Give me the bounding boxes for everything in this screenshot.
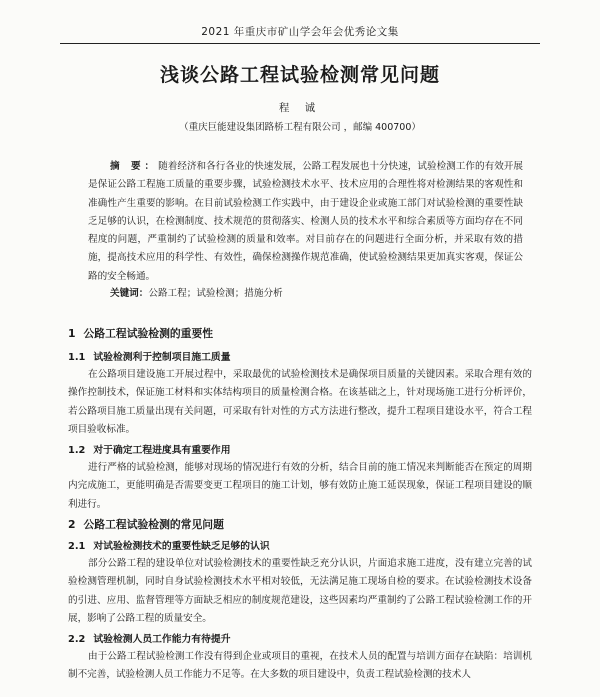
running-head: 2021 年重庆市矿山学会年会优秀论文集 bbox=[60, 24, 540, 44]
abstract-text: 随着经济和各行各业的快速发展，公路工程发展也十分快速，试验检测工作的有效开展是保证公路工程施工质量的重要步骤，试验检测技术水平、技术应用的合理性将对检测结果的客观性和准确性产生重要的影响。在目前试验检测工作实践中，由于建设企业或施工部门对试验检测的重要性缺乏足够的认识，在检测制度、技术规范的贯彻落实、检测人员的技术水平和综合素质等方面均存在不同程度的问题，严重制约了试验检测的质量和效率。对目前存在的问题进行全面分析，并采取有效的措施，提高技术应用的科学性、有效性，确保检测操作规范准确，使试验检测结果更加真实客观，保证公路的安全畅通。 bbox=[88, 161, 523, 282]
subsection-heading: 1.2 对于确定工程进度具有重要作用 bbox=[68, 445, 231, 456]
subsection-heading: 2.2 试验检测人员工作能力有待提升 bbox=[68, 634, 231, 645]
body-paragraph: 部分公路工程的建设单位对试验检测技术的重要性缺乏充分认识，片面追求施工进度，没有建立完善的试验检测管理机制，同时自身试验检测技术水平相对较低，无法满足施工现场自检的要求。在试验检测技术设备的引进、应用、监督管理等方面缺乏相应的制度规范建设，这些因素均严重制约了公路工程试验检测工作的开展，影响了公路工程的质量安全。 bbox=[68, 558, 532, 624]
keywords-label: 关键词： bbox=[110, 288, 149, 299]
keywords-text: 公路工程；试验检测；措施分析 bbox=[148, 288, 283, 299]
body-paragraph: 进行严格的试验检测，能够对现场的情况进行有效的分析，结合目前的施工情况来判断能否在预定的周期内完成施工，更能明确是否需要变更工程项目的施工计划，够有效防止施工延误现象，保证工程项目建设的顺利进行。 bbox=[68, 462, 532, 510]
subsection-heading: 2.1 对试验检测技术的重要性缺乏足够的认识 bbox=[68, 541, 270, 552]
author-name: 程 诚 bbox=[278, 102, 322, 114]
body-paragraph: 由于公路工程试验检测工作没有得到企业或项目的重视，在技术人员的配置与培训方面存在缺陷：培训机制不完善，试验检测人员工作能力不足等。在大多数的项目建设中，负责工程试验检测的技术人 bbox=[68, 651, 532, 681]
body-paragraph: 在公路项目建设施工开展过程中，采取最优的试验检测技术是确保项目质量的关键因素。采取合理有效的操作控制技术，保证施工材料和实体结构项目的质量检测合格。在该基础之上，针对现场施工进行分析评价，若公路项目施工质量出现有关问题，可采取有针对性的方式方法进行整改，提升工程项目建设水平，符合工程项目验收标准。 bbox=[68, 369, 532, 435]
subsection-heading: 1.1 试验检测利于控制项目施工质量 bbox=[68, 352, 231, 363]
keywords bbox=[110, 285, 530, 299]
abstract bbox=[88, 158, 523, 286]
author-affiliation: （重庆巨能建设集团路桥工程有限公司 ，邮编 400700） bbox=[179, 122, 421, 133]
section-heading: 1 公路工程试验检测的重要性 bbox=[68, 327, 214, 340]
abstract-label: 摘 要： bbox=[110, 161, 159, 172]
section-heading: 2 公路工程试验检测的常见问题 bbox=[68, 518, 224, 531]
paper-title: 浅谈公路工程试验检测常见问题 bbox=[159, 64, 440, 86]
